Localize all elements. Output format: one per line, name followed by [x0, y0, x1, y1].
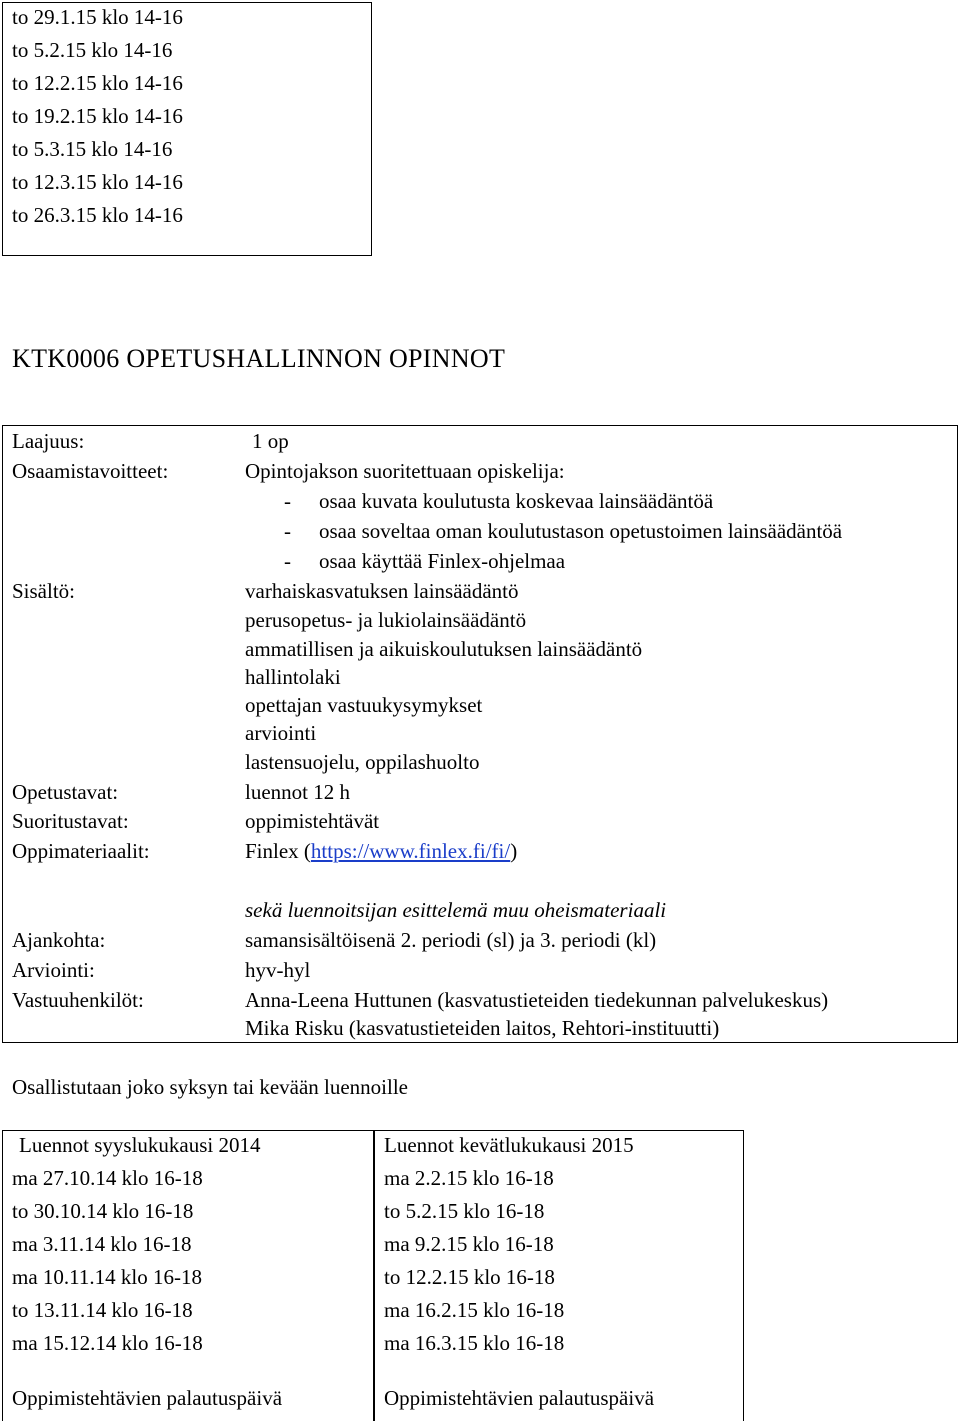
responsible-person-1: Anna-Leena Huttunen (kasvatustieteiden tiedekunnan palvelukeskus) [245, 988, 829, 1012]
label-sisalto: Sisältö: [12, 579, 76, 603]
content-item-7: lastensuojelu, oppilashuolto [245, 750, 480, 774]
top-date-2: to 5.2.15 klo 14-16 [12, 38, 173, 62]
content-item-4: hallintolaki [245, 665, 341, 689]
label-osaamistavoitteet: Osaamistavoitteet: [12, 459, 169, 483]
responsible-person-2: Mika Risku (kasvatustieteiden laitos, Rehtori-instituutti) [245, 1016, 720, 1040]
oppimateriaalit-prefix: Finlex ( [245, 839, 311, 863]
objective-dash-2: - [284, 519, 291, 543]
oppimateriaalit-suffix: ) [510, 839, 518, 863]
objective-item-3: osaa käyttää Finlex-ohjelmaa [319, 549, 566, 573]
value-ajankohta: samansisältöisenä 2. periodi (sl) ja 3. periodi (kl) [245, 928, 657, 952]
objective-dash-1: - [284, 489, 291, 513]
spring-date-3: ma 9.2.15 klo 16-18 [384, 1232, 554, 1256]
objective-item-2: osaa soveltaa oman koulutustason opetustoimen lainsäädäntöä [319, 519, 843, 543]
label-oppimateriaalit: Oppimateriaalit: [12, 839, 150, 863]
content-item-2: perusopetus- ja lukiolainsäädäntö [245, 608, 527, 632]
osaamistavoitteet-intro: Opintojakson suoritettuaan opiskelija: [245, 459, 565, 483]
value-suoritustavat: oppimistehtävät [245, 809, 380, 833]
spring-date-2: to 5.2.15 klo 16-18 [384, 1199, 545, 1223]
objective-item-1: osaa kuvata koulutusta koskevaa lainsäädäntöä [319, 489, 714, 513]
spring-footer: Oppimistehtävien palautuspäivä [384, 1386, 655, 1410]
spring-header: Luennot kevätlukukausi 2015 [384, 1133, 634, 1157]
top-date-1: to 29.1.15 klo 14-16 [12, 5, 183, 29]
spring-date-4: to 12.2.15 klo 16-18 [384, 1265, 555, 1289]
autumn-header: Luennot syyslukukausi 2014 [19, 1133, 261, 1157]
spring-date-5: ma 16.2.15 klo 16-18 [384, 1298, 565, 1322]
top-date-4: to 19.2.15 klo 14-16 [12, 104, 183, 128]
autumn-date-2: to 30.10.14 klo 16-18 [12, 1199, 194, 1223]
spring-date-6: ma 16.3.15 klo 16-18 [384, 1331, 565, 1355]
label-vastuuhenkilot: Vastuuhenkilöt: [12, 988, 144, 1012]
oppimateriaalit-extra-text: sekä luennoitsijan esittelemä muu oheismateriaali [245, 898, 667, 922]
label-opetustavat: Opetustavat: [12, 780, 119, 804]
content-item-5: opettajan vastuukysymykset [245, 693, 483, 717]
oppimateriaalit-extra [245, 894, 666, 927]
autumn-date-3: ma 3.11.14 klo 16-18 [12, 1232, 192, 1256]
content-item-6: arviointi [245, 721, 317, 745]
autumn-footer: Oppimistehtävien palautuspäivä [12, 1386, 283, 1410]
label-suoritustavat: Suoritustavat: [12, 809, 129, 833]
table-column-divider [373, 1130, 375, 1421]
value-laajuus: 1 op [252, 429, 289, 453]
participation-note: Osallistutaan joko syksyn tai kevään luennoille [12, 1075, 409, 1099]
autumn-date-4: ma 10.11.14 klo 16-18 [12, 1265, 202, 1289]
label-arviointi: Arviointi: [12, 958, 95, 982]
content-item-1: varhaiskasvatuksen lainsäädäntö [245, 579, 519, 603]
label-ajankohta: Ajankohta: [12, 928, 106, 952]
top-date-6: to 12.3.15 klo 14-16 [12, 170, 183, 194]
top-date-3: to 12.2.15 klo 14-16 [12, 71, 183, 95]
top-date-5: to 5.3.15 klo 14-16 [12, 137, 173, 161]
autumn-date-6: ma 15.12.14 klo 16-18 [12, 1331, 203, 1355]
autumn-date-5: to 13.11.14 klo 16-18 [12, 1298, 193, 1322]
top-date-7: to 26.3.15 klo 14-16 [12, 203, 183, 227]
finlex-link[interactable]: https://www.finlex.fi/fi/ [310, 839, 511, 863]
value-arviointi: hyv-hyl [245, 958, 311, 982]
course-title: KTK0006 OPETUSHALLINNON OPINNOT [12, 344, 506, 373]
autumn-date-1: ma 27.10.14 klo 16-18 [12, 1166, 203, 1190]
value-oppimateriaalit [245, 835, 517, 868]
objective-dash-3: - [284, 549, 291, 573]
value-opetustavat: luennot 12 h [245, 780, 350, 804]
content-item-3: ammatillisen ja aikuiskoulutuksen lainsäädäntö [245, 637, 643, 661]
spring-date-1: ma 2.2.15 klo 16-18 [384, 1166, 554, 1190]
label-laajuus: Laajuus: [12, 429, 85, 453]
